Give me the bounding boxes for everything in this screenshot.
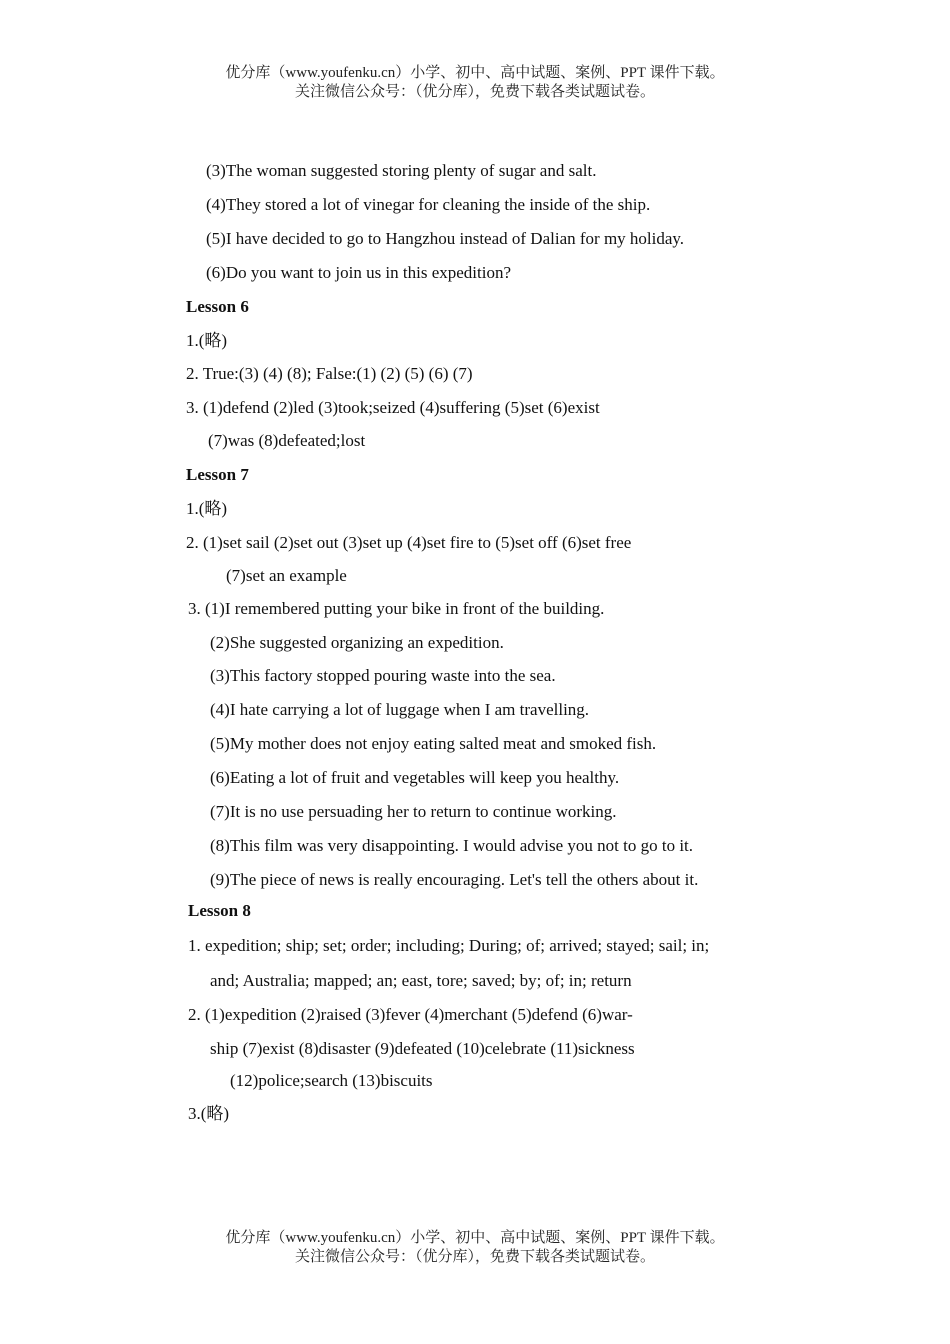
header-line-2: 关注微信公众号：（优分库），免费下载各类试题试卷。 — [294, 84, 655, 100]
answer-line: (12)police;search (13)biscuits — [230, 1071, 433, 1090]
answer-line: (4)They stored a lot of vinegar for cleaning the inside of the ship. — [206, 195, 651, 214]
answer-line: ship (7)exist (8)disaster (9)defeated (10)celebrate (11)sickness — [210, 1039, 635, 1058]
lesson-6-heading: Lesson 6 — [186, 297, 249, 316]
lesson-7-heading: Lesson 7 — [186, 465, 249, 484]
answer-line: (6)Eating a lot of fruit and vegetables will keep you healthy. — [210, 768, 620, 787]
answer-line: 1.(略) — [186, 331, 228, 350]
answer-line: (2)She suggested organizing an expedition. — [210, 633, 504, 652]
footer-line-2: 关注微信公众号：（优分库），免费下载各类试题试卷。 — [294, 1249, 655, 1265]
answer-line: 3. (1)defend (2)led (3)took;seized (4)suffering (5)set (6)exist — [186, 398, 600, 417]
header-line-1: 优分库（www.youfenku.cn）小学、初中、高中试题、案例、PPT 课件下载。 — [225, 65, 725, 81]
answer-line: 3. (1)I remembered putting your bike in front of the building. — [188, 599, 605, 618]
answer-line: (6)Do you want to join us in this expedition? — [206, 263, 512, 282]
footer-line-1: 优分库（www.youfenku.cn）小学、初中、高中试题、案例、PPT 课件下载。 — [225, 1230, 725, 1246]
answer-line: (4)I hate carrying a lot of luggage when I am travelling. — [210, 700, 590, 719]
answer-line: (8)This film was very disappointing. I would advise you not to go to it. — [210, 836, 694, 855]
answer-line: (7)set an example — [226, 566, 347, 585]
answer-line: (9)The piece of news is really encouraging. Let's tell the others about it. — [210, 870, 699, 889]
answer-line: (5)My mother does not enjoy eating salted meat and smoked fish. — [210, 734, 657, 753]
answer-line: (3)This factory stopped pouring waste into the sea. — [210, 666, 556, 685]
answer-line: 2. (1)set sail (2)set out (3)set up (4)set fire to (5)set off (6)set free — [186, 533, 632, 552]
answer-line: 2. (1)expedition (2)raised (3)fever (4)merchant (5)defend (6)war- — [188, 1005, 633, 1024]
answer-line: 2. True:(3) (4) (8); False:(1) (2) (5) (6) (7) — [186, 364, 473, 383]
answer-line: 3.(略) — [188, 1104, 230, 1123]
answer-line: (3)The woman suggested storing plenty of sugar and salt. — [206, 161, 597, 180]
page-header-banner — [0, 64, 950, 102]
page-footer-banner — [0, 1229, 950, 1267]
answer-line: (7)was (8)defeated;lost — [208, 431, 366, 450]
answer-line: (5)I have decided to go to Hangzhou instead of Dalian for my holiday. — [206, 229, 685, 248]
answer-line: 1.(略) — [186, 499, 228, 518]
answer-line: and; Australia; mapped; an; east, tore; saved; by; of; in; return — [210, 971, 632, 990]
answer-line: (7)It is no use persuading her to return to continue working. — [210, 802, 617, 821]
answer-line: 1. expedition; ship; set; order; including; During; of; arrived; stayed; sail; in; — [188, 936, 710, 955]
lesson-8-heading: Lesson 8 — [188, 901, 251, 920]
